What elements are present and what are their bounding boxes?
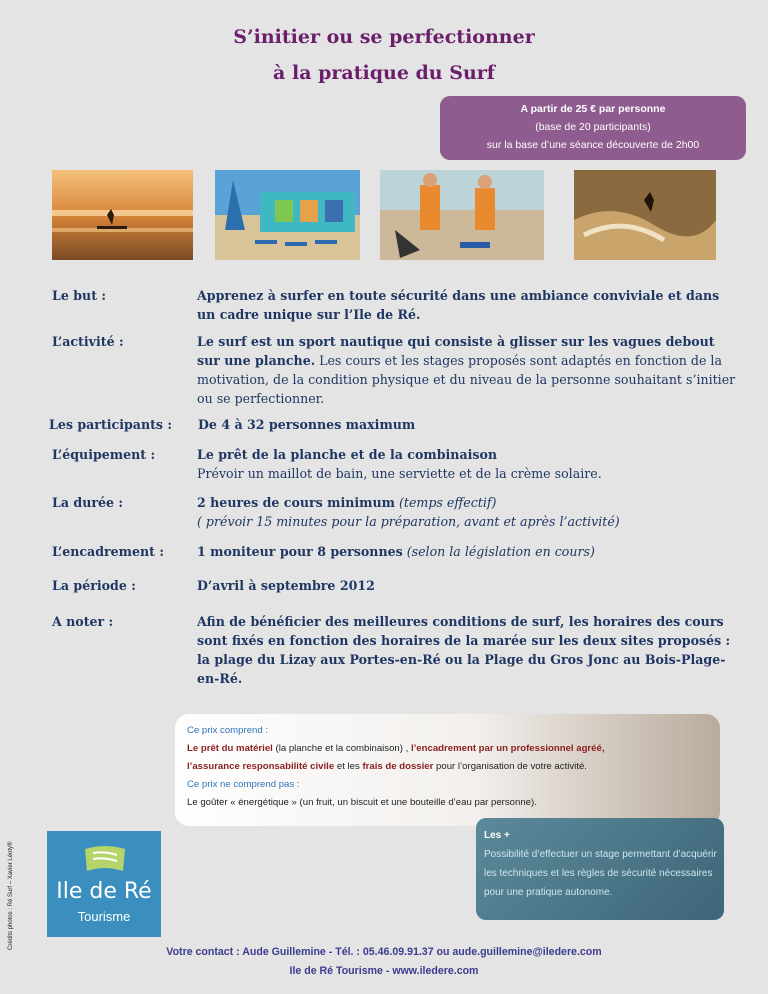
- plus-text: Possibilité d’effectuer un stage permettant d’acquérir les techniques et les règles de sécurité nécessaires pour une pratique autonome.: [484, 849, 717, 898]
- label-but: Le but :: [52, 288, 107, 303]
- ile-de-re-logo: [47, 831, 161, 937]
- contact-line1: Votre contact : Aude Guillemine - Tél. : 05.46.09.91.37 ou aude.guillemine@iledere.com: [166, 946, 602, 958]
- photo-credit: Crédits photos : Ré Surf – Xavier Léoty®: [8, 841, 14, 950]
- plus-title: Les +: [484, 830, 510, 841]
- label-noter: A noter :: [52, 614, 114, 629]
- label-duree: La durée :: [52, 495, 124, 510]
- photo-surfer-wave: [574, 170, 716, 260]
- value-noter: Afin de bénéficier des meilleures conditions de surf, les horaires des cours sont fixés en fonction des horaires de la marée sur les deux sites proposés : la plage du Lizay aux Portes-en-Ré ou la Plage du Gros Jonc au Bois-Plage-en-Ré.: [197, 614, 731, 686]
- price-line1: A partir de 25 € par personne: [520, 103, 666, 115]
- label-encadrement: L’encadrement :: [52, 544, 165, 559]
- contact-line2: Ile de Ré Tourisme - www.iledere.com: [289, 965, 479, 977]
- price-line2: (base de 20 participants): [535, 121, 651, 133]
- photo-beach-hut: [215, 170, 360, 260]
- value-encadrement: 1 moniteur pour 8 personnes (selon la législation en cours): [197, 544, 595, 559]
- value-participants: De 4 à 32 personnes maximum: [198, 417, 416, 432]
- price-line3: sur la base d’une séance découverte de 2h00: [486, 139, 700, 151]
- page-title-line1: S’initier ou se perfectionner: [233, 26, 535, 48]
- value-activite: Le surf est un sport nautique qui consiste à glisser sur les vagues debout sur une planche. Les cours et les stages proposés sont adaptés en fonction de la motivation, de la condition physique et du niveau de la personne souhaitant s’initier ou se perfectionner.: [197, 334, 736, 406]
- value-periode: D’avril à septembre 2012: [197, 578, 375, 593]
- value-but: Apprenez à surfer en toute sécurité dans une ambiance conviviale et dans un cadre unique sur l’Ile de Ré.: [197, 288, 720, 322]
- includes-line2: l’assurance responsabilité civile et les frais de dossier pour l’organisation de votre activité.: [187, 761, 587, 772]
- plus-box: [476, 818, 724, 920]
- page-title-line2: à la pratique du Surf: [273, 62, 495, 84]
- includes-heading: Ce prix comprend :: [187, 725, 269, 736]
- photo-surfer-sunset: [52, 170, 193, 260]
- label-activite: L’activité :: [52, 334, 124, 349]
- price-box: [440, 96, 746, 160]
- logo-line2: Tourisme: [77, 909, 131, 924]
- photo-kids-surfboards: [380, 170, 544, 260]
- label-equipement: L’équipement :: [52, 447, 156, 462]
- label-periode: La période :: [52, 578, 136, 593]
- includes-line1: Le prêt du matériel (la planche et la combinaison) , l’encadrement par un professionnel agréé,: [187, 743, 605, 754]
- label-participants: Les participants :: [49, 417, 173, 432]
- flag-icon: [83, 843, 127, 877]
- excludes-heading: Ce prix ne comprend pas :: [187, 779, 300, 790]
- value-duree: 2 heures de cours minimum (temps effectif) ( prévoir 15 minutes pour la préparation, avant et après l’activité): [197, 495, 620, 529]
- logo-line1: Ile de Ré: [56, 879, 152, 904]
- value-equipement: Le prêt de la planche et de la combinaison Prévoir un maillot de bain, une serviette et de la crème solaire.: [197, 447, 602, 481]
- price-includes-box: [175, 714, 720, 826]
- excludes-line: Le goûter « énergétique » (un fruit, un biscuit et une bouteille d’eau par personne).: [187, 797, 537, 808]
